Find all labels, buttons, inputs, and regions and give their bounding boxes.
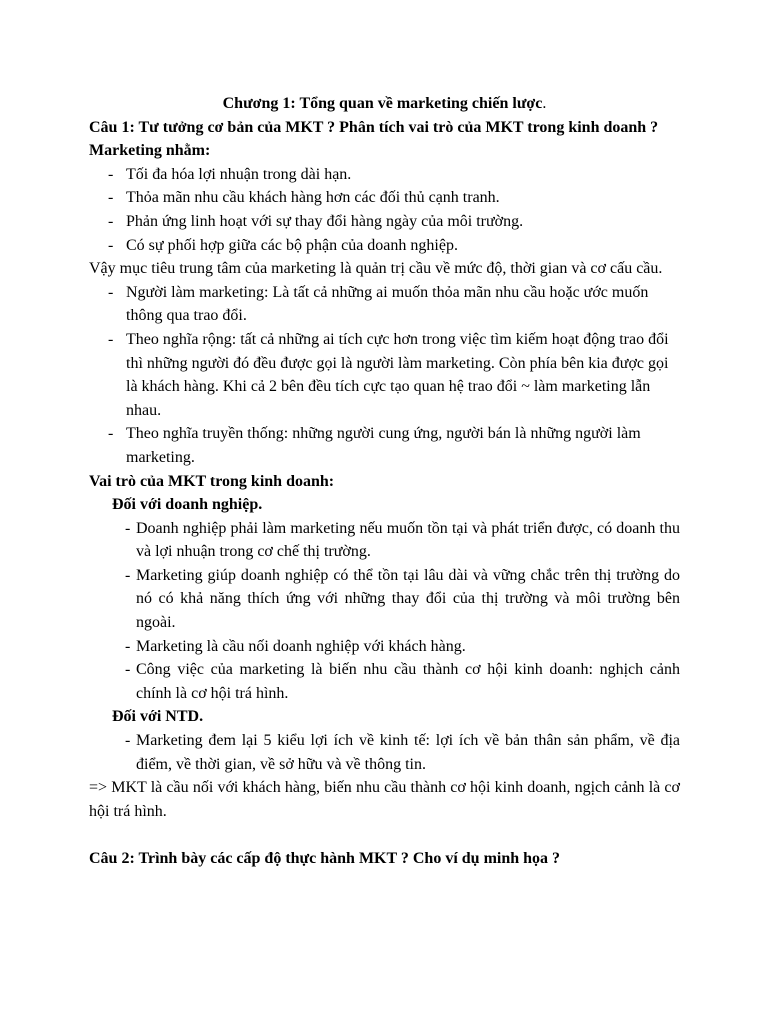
list-item: [89, 635, 680, 659]
consumer-list: [89, 729, 680, 776]
aims-list: [89, 163, 680, 257]
list-item: [89, 422, 680, 469]
aims-heading: Marketing nhằm:: [89, 142, 211, 160]
dash-bullet: -: [108, 189, 114, 207]
dash-bullet: -: [108, 236, 114, 254]
dash-bullet: -: [108, 330, 114, 348]
list-item: [89, 517, 680, 564]
list-item-text: Tối đa hóa lợi nhuận trong dài hạn.: [126, 165, 352, 183]
consumer-heading: Đối với NTD.: [112, 708, 204, 726]
dash-bullet: -: [125, 637, 131, 655]
list-item: [89, 281, 680, 328]
list-item: [89, 729, 680, 776]
list-item-text: Thỏa mãn nhu cầu khách hàng hơn các đối thủ cạnh tranh.: [126, 189, 500, 207]
enterprise-list: [89, 517, 680, 706]
list-item: [89, 186, 680, 210]
role-heading: Vai trò của MKT trong kinh doanh:: [89, 472, 335, 490]
question-2-heading: Câu 2: Trình bày các cấp độ thực hành MKT ? Cho ví dụ minh họa ?: [89, 850, 561, 867]
list-item-text: Phản ứng linh hoạt với sự thay đổi hàng ngày của môi trường.: [126, 212, 524, 230]
list-item: [89, 658, 680, 705]
chapter-title-text: Chương 1: Tổng quan về marketing chiến lược: [222, 95, 543, 112]
enterprise-heading: Đối với doanh nghiệp.: [112, 496, 263, 514]
list-item-text: Doanh nghiệp phải làm marketing nếu muốn tồn tại và phát triển được, có doanh thu và lợi nhuận trong cơ chế thị trường.: [136, 519, 680, 561]
list-item-text: Người làm marketing: Là tất cả những ai muốn thỏa mãn nhu cầu hoặc ước muốn thông qua trao đổi.: [126, 283, 649, 325]
dash-bullet: -: [125, 661, 131, 679]
list-item: [89, 163, 680, 187]
chapter-title-dot: .: [542, 95, 547, 112]
list-item: [89, 328, 680, 422]
dash-bullet: -: [125, 732, 131, 750]
dash-bullet: -: [108, 165, 114, 183]
list-item-text: Marketing giúp doanh nghiệp có thể tồn tại lâu dài và vững chắc trên thị trường do nó có khả năng thích ứng với những thay đổi của thị trường và môi trường bên ngoài.: [136, 566, 680, 632]
list-item-text: Marketing là cầu nối doanh nghiệp với khách hàng.: [136, 637, 466, 655]
dash-bullet: -: [108, 283, 114, 301]
dash-bullet: -: [125, 566, 131, 584]
list-item: [89, 564, 680, 635]
blank-line: [89, 823, 680, 847]
list-item-text: Có sự phối hợp giữa các bộ phận của doanh nghiệp.: [126, 236, 458, 254]
list-item-text: Công việc của marketing là biến nhu cầu thành cơ hội kinh doanh: nghịch cảnh chính là cơ hội trá hình.: [136, 661, 680, 702]
marketers-list: [89, 281, 680, 470]
dash-bullet: -: [108, 425, 114, 443]
chapter-title: [89, 92, 680, 116]
goal-paragraph: Vậy mục tiêu trung tâm của marketing là quản trị cầu về mức độ, thời gian và cơ cấu cầu.: [89, 260, 663, 278]
conclusion-paragraph: => MKT là cầu nối với khách hàng, biến nhu cầu thành cơ hội kinh doanh, ngịch cảnh là cơ hội trá hình.: [89, 779, 680, 820]
list-item: [89, 234, 680, 258]
list-item-text: Theo nghĩa rộng: tất cả những ai tích cực hơn trong việc tìm kiếm hoạt động trao đổi thì những người đó đều được gọi là người làm marketing. Còn phía bên kia được gọi là khách hàng. Khi cả 2 bên đều tích cực tạo quan hệ trao đổi ~ làm marketing lẫn nhau.: [126, 330, 669, 419]
question-1-heading: Câu 1: Tư tưởng cơ bản của MKT ? Phân tích vai trò của MKT trong kinh doanh ?: [89, 118, 659, 136]
list-item: [89, 210, 680, 234]
dash-bullet: -: [125, 519, 131, 537]
dash-bullet: -: [108, 212, 114, 230]
list-item-text: Theo nghĩa truyền thống: những người cung ứng, người bán là những người làm marketing.: [126, 425, 641, 466]
list-item-text: Marketing đem lại 5 kiểu lợi ích về kinh tế: lợi ích về bản thân sản phẩm, về địa điểm, về thời gian, về sở hữu và về thông tin.: [136, 732, 680, 773]
